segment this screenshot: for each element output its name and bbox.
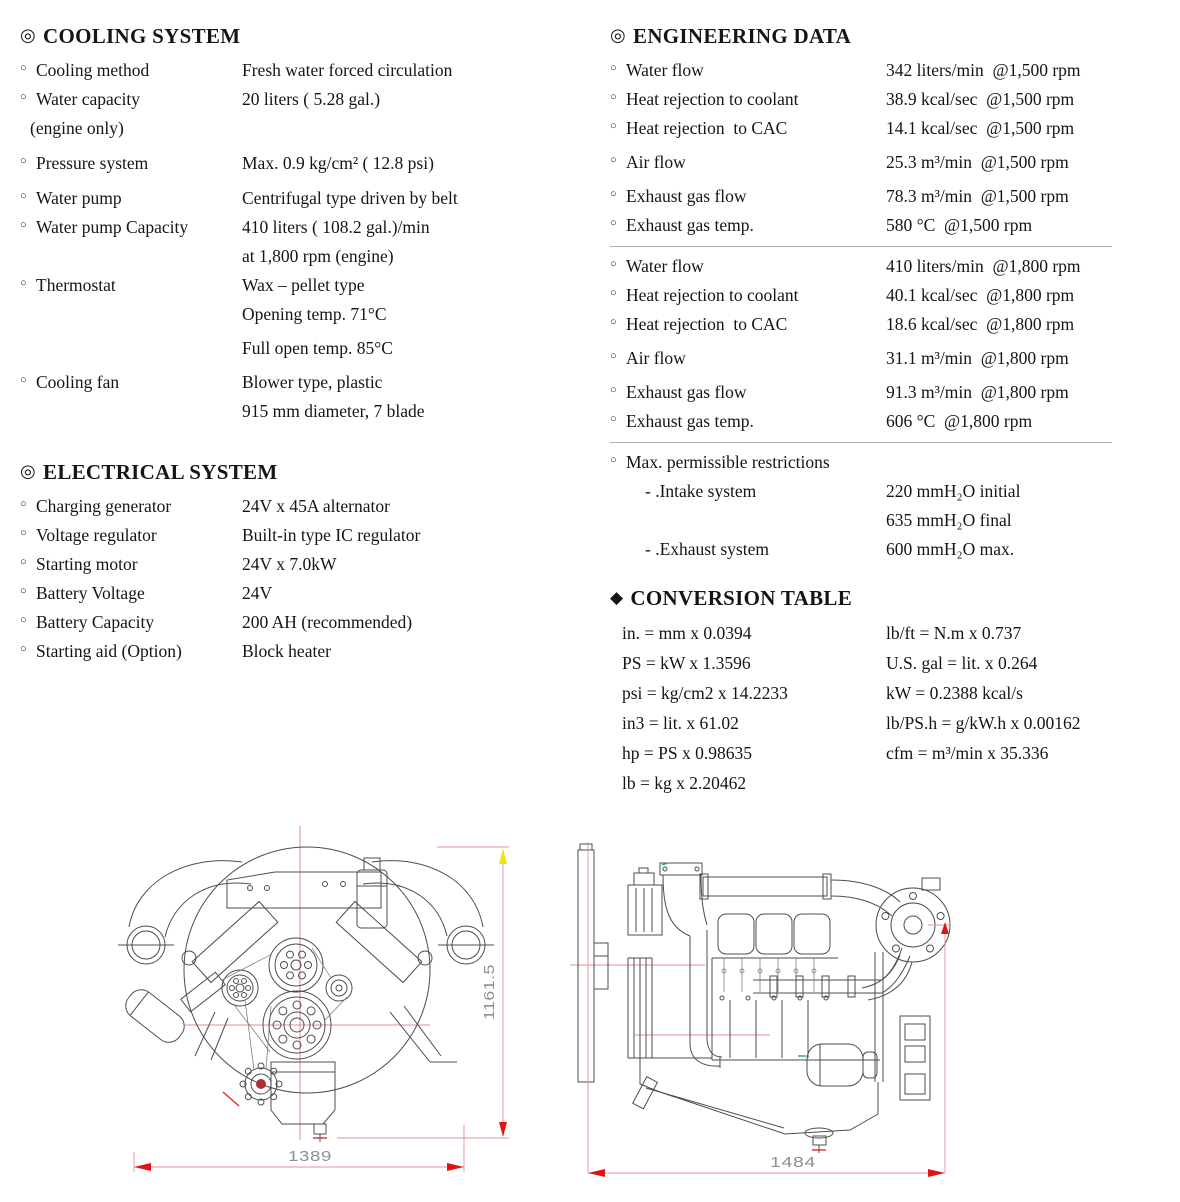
spec-value: 18.6 kcal/sec @1,800 rpm bbox=[886, 314, 1075, 334]
spec-value-continuation: 915 mm diameter, 7 blade bbox=[242, 401, 425, 421]
height-dimension bbox=[337, 847, 509, 1138]
conversion-table-title bbox=[610, 586, 1170, 611]
spec-row-cooling-method bbox=[20, 56, 580, 85]
spec-value: 600 mmH₂O max. bbox=[886, 539, 1015, 559]
diamond-bullet-icon: ◆ bbox=[610, 587, 624, 607]
gear-case bbox=[628, 958, 652, 1058]
conversion-cell: lb = kg x 2.20462 bbox=[622, 773, 747, 793]
spec-label: Cooling method bbox=[36, 60, 150, 80]
circle-bullet-icon: ○ bbox=[610, 350, 617, 362]
spec-label: Pressure system bbox=[36, 153, 149, 173]
circle-bullet-icon: ○ bbox=[20, 527, 27, 539]
width-dim-label: 1484 bbox=[770, 1154, 816, 1171]
conversion-row bbox=[610, 708, 1170, 738]
circle-bullet-icon: ○ bbox=[610, 454, 617, 466]
circle-bullet-icon: ○ bbox=[610, 120, 617, 132]
spec-value-continuation: 635 mmH₂O final bbox=[886, 510, 1012, 530]
right-column bbox=[610, 24, 1170, 798]
conversion-cell: hp = PS x 0.98635 bbox=[622, 743, 752, 763]
oil-sump bbox=[271, 1062, 335, 1142]
spec-label: Air flow bbox=[626, 348, 686, 368]
drive-belts bbox=[222, 948, 347, 1070]
eng-row-exhaust-temp-1800 bbox=[610, 407, 1170, 436]
spec-label: Water pump Capacity bbox=[36, 217, 189, 237]
eng-row-intake-final bbox=[610, 506, 1170, 535]
red-arrowhead bbox=[928, 1169, 945, 1177]
conversion-row bbox=[610, 768, 1170, 798]
conversion-row bbox=[610, 678, 1170, 708]
eng-row-water-flow-1500 bbox=[610, 56, 1170, 85]
circle-bullet-icon: ○ bbox=[610, 287, 617, 299]
circle-bullet-icon: ○ bbox=[610, 91, 617, 103]
alternator-pulley bbox=[222, 970, 258, 1006]
water-pump-pulley bbox=[269, 938, 323, 992]
spec-value: 580 °C @1,500 rpm bbox=[886, 215, 1033, 235]
height-dim-label: 1161.5 bbox=[481, 972, 498, 1020]
circle-bullet-icon: ○ bbox=[20, 614, 27, 626]
electrical-system-title-text: ELECTRICAL SYSTEM bbox=[43, 460, 278, 484]
cooling-system-title bbox=[20, 24, 580, 49]
spec-row-starting-motor bbox=[20, 550, 580, 579]
spec-row-water-capacity bbox=[20, 85, 580, 114]
spec-value: 220 mmH₂O initial bbox=[886, 481, 1021, 501]
cylinder-head-covers bbox=[712, 914, 838, 958]
spec-label: Exhaust gas temp. bbox=[626, 215, 754, 235]
spec-label: Heat rejection to coolant bbox=[626, 89, 799, 109]
spec-value: 24V x 45A alternator bbox=[242, 496, 390, 516]
spec-value: 24V x 7.0kW bbox=[242, 554, 337, 574]
oil-filter-angled bbox=[121, 984, 190, 1047]
spec-value: 410 liters/min @1,800 rpm bbox=[886, 256, 1081, 276]
cooling-system-title-text: COOLING SYSTEM bbox=[43, 24, 241, 48]
red-arrowhead bbox=[588, 1169, 605, 1177]
circle-bullet-icon: ○ bbox=[610, 384, 617, 396]
idler-pulley bbox=[326, 975, 352, 1001]
spec-value: 40.1 kcal/sec @1,800 rpm bbox=[886, 285, 1075, 305]
spec-row-water-pump-capacity bbox=[20, 213, 580, 242]
conversion-cell: psi = kg/cm2 x 14.2233 bbox=[622, 683, 788, 703]
eng-row-heat-cac-1800 bbox=[610, 310, 1170, 339]
mounting-legs bbox=[195, 1006, 457, 1062]
centerlines bbox=[570, 965, 770, 1035]
eng-row-air-flow-1800 bbox=[610, 344, 1170, 373]
conversion-cell: in. = mm x 0.0394 bbox=[622, 623, 752, 643]
oil-cooler-box bbox=[628, 868, 662, 935]
red-arrowhead bbox=[134, 1163, 151, 1171]
spec-value: 606 °C @1,800 rpm bbox=[886, 411, 1033, 431]
spec-label: Water capacity bbox=[36, 89, 141, 109]
tensioner-sprocket bbox=[240, 1063, 282, 1105]
rpm-block-separator bbox=[610, 246, 1112, 247]
spec-row-continuation bbox=[20, 300, 580, 329]
spec-label: Water flow bbox=[626, 256, 704, 276]
eng-row-water-flow-1800 bbox=[610, 252, 1170, 281]
conversion-row bbox=[610, 648, 1170, 678]
circle-bullet-icon: ○ bbox=[20, 155, 27, 167]
mounting-bracket bbox=[900, 1016, 930, 1100]
circle-bullet-icon: ○ bbox=[610, 62, 617, 74]
conversion-table-title-text: CONVERSION TABLE bbox=[630, 586, 853, 610]
eng-row-intake-system bbox=[610, 477, 1170, 506]
spec-sublabel: - .Exhaust system bbox=[645, 539, 769, 559]
intake-pipe-left bbox=[118, 861, 251, 964]
circle-bullet-icon: ○ bbox=[20, 219, 27, 231]
circle-bullet-icon: ○ bbox=[610, 217, 617, 229]
injection-lines bbox=[722, 958, 816, 992]
eng-row-exhaust-system bbox=[610, 535, 1170, 564]
eng-row-heat-cac-1500 bbox=[610, 114, 1170, 143]
spec-label: Max. permissible restrictions bbox=[626, 452, 830, 472]
spec-value-continuation: Full open temp. 85°C bbox=[242, 338, 393, 358]
spec-row-voltage-regulator bbox=[20, 521, 580, 550]
spec-row-continuation bbox=[20, 397, 580, 426]
spec-value: 20 liters ( 5.28 gal.) bbox=[242, 89, 381, 109]
double-circle-bullet-icon: ◎ bbox=[20, 25, 37, 45]
red-arrowhead bbox=[941, 922, 949, 934]
eng-row-exhaust-temp-1500 bbox=[610, 211, 1170, 240]
circle-bullet-icon: ○ bbox=[20, 62, 27, 74]
spec-value: 342 liters/min @1,500 rpm bbox=[886, 60, 1081, 80]
spec-label: Heat rejection to CAC bbox=[626, 314, 788, 334]
eng-row-air-flow-1500 bbox=[610, 148, 1170, 177]
spec-row-engine-only bbox=[20, 114, 580, 143]
engineering-data-title-text: ENGINEERING DATA bbox=[633, 24, 852, 48]
conversion-row bbox=[610, 618, 1170, 648]
engine-side-view-drawing bbox=[570, 830, 965, 1190]
spec-value: Block heater bbox=[242, 641, 331, 661]
spec-value-continuation: Opening temp. 71°C bbox=[242, 304, 387, 324]
conversion-cell: U.S. gal = lit. x 0.264 bbox=[886, 653, 1038, 673]
spec-row-water-pump bbox=[20, 184, 580, 213]
spec-value-continuation: at 1,800 rpm (engine) bbox=[242, 246, 394, 266]
spec-label: Voltage regulator bbox=[36, 525, 157, 545]
spec-value: Max. 0.9 kg/cm² ( 12.8 psi) bbox=[242, 153, 434, 173]
spec-row-battery-capacity bbox=[20, 608, 580, 637]
spec-value: Blower type, plastic bbox=[242, 372, 383, 392]
spec-label: Water flow bbox=[626, 60, 704, 80]
circle-bullet-icon: ○ bbox=[610, 258, 617, 270]
spec-label: Starting motor bbox=[36, 554, 138, 574]
conversion-cell: cfm = m³/min x 35.336 bbox=[886, 743, 1049, 763]
spec-row-thermostat bbox=[20, 271, 580, 300]
left-bracket bbox=[181, 972, 226, 1012]
intake-manifold bbox=[227, 872, 381, 908]
eng-row-max-restrictions bbox=[610, 448, 1170, 477]
spec-value: 24V bbox=[242, 583, 273, 603]
spec-row-cooling-fan bbox=[20, 368, 580, 397]
spec-label: Charging generator bbox=[36, 496, 172, 516]
electrical-system-title bbox=[20, 460, 580, 485]
red-arrowhead bbox=[447, 1163, 464, 1171]
eng-row-heat-coolant-1500 bbox=[610, 85, 1170, 114]
circle-bullet-icon: ○ bbox=[20, 585, 27, 597]
belt-mark bbox=[223, 1092, 239, 1106]
eng-row-exhaust-flow-1500 bbox=[610, 182, 1170, 211]
spec-value: 78.3 m³/min @1,500 rpm bbox=[886, 186, 1069, 206]
conversion-cell: kW = 0.2388 kcal/s bbox=[886, 683, 1023, 703]
spec-row-continuation bbox=[20, 334, 580, 363]
oil-pan bbox=[640, 1058, 878, 1153]
spec-value: 14.1 kcal/sec @1,500 rpm bbox=[886, 118, 1075, 138]
conversion-row bbox=[610, 738, 1170, 768]
spec-value: Centrifugal type driven by belt bbox=[242, 188, 458, 208]
conversion-cell: in3 = lit. x 61.02 bbox=[622, 713, 739, 733]
conversion-cell: PS = kW x 1.3596 bbox=[622, 653, 751, 673]
spec-label: Cooling fan bbox=[36, 372, 120, 392]
eng-row-heat-coolant-1800 bbox=[610, 281, 1170, 310]
spec-label: Battery Voltage bbox=[36, 583, 145, 603]
spec-value: Fresh water forced circulation bbox=[242, 60, 453, 80]
left-column bbox=[20, 24, 580, 666]
engine-block bbox=[640, 952, 883, 1082]
width-dim-label: 1389 bbox=[288, 1148, 332, 1165]
engine-front-view-drawing bbox=[85, 820, 515, 1190]
spec-value: 91.3 m³/min @1,800 rpm bbox=[886, 382, 1069, 402]
spec-row-starting-aid bbox=[20, 637, 580, 666]
spec-label: Battery Capacity bbox=[36, 612, 155, 632]
double-circle-bullet-icon: ◎ bbox=[610, 25, 627, 45]
spec-label: Air flow bbox=[626, 152, 686, 172]
spec-value: 410 liters ( 108.2 gal.)/min bbox=[242, 217, 430, 237]
circle-bullet-icon: ○ bbox=[610, 316, 617, 328]
spec-sublabel: - .Intake system bbox=[645, 481, 757, 501]
spec-row-pressure-system bbox=[20, 149, 580, 178]
spec-row-continuation bbox=[20, 242, 580, 271]
circle-bullet-icon: ○ bbox=[20, 556, 27, 568]
engineering-data-title bbox=[610, 24, 1170, 49]
spec-value: 31.1 m³/min @1,800 rpm bbox=[886, 348, 1069, 368]
double-circle-bullet-icon: ◎ bbox=[20, 461, 37, 481]
spec-label: Heat rejection to CAC bbox=[626, 118, 788, 138]
circle-bullet-icon: ○ bbox=[20, 277, 27, 289]
front-stub bbox=[633, 1077, 658, 1109]
spec-value: 38.9 kcal/sec @1,500 rpm bbox=[886, 89, 1075, 109]
spec-label: Thermostat bbox=[36, 275, 116, 295]
circle-bullet-icon: ○ bbox=[610, 154, 617, 166]
spec-value: Wax – pellet type bbox=[242, 275, 365, 295]
starter-motor bbox=[807, 1044, 877, 1086]
rpm-block-separator bbox=[610, 442, 1112, 443]
circle-bullet-icon: ○ bbox=[610, 188, 617, 200]
circle-bullet-icon: ○ bbox=[20, 498, 27, 510]
spec-row-battery-voltage bbox=[20, 579, 580, 608]
conversion-cell: lb/ft = N.m x 0.737 bbox=[886, 623, 1022, 643]
spec-value: 25.3 m³/min @1,500 rpm bbox=[886, 152, 1069, 172]
cylinder-head-right bbox=[336, 901, 422, 982]
spec-label: Starting aid (Option) bbox=[36, 641, 182, 661]
spec-label: Exhaust gas temp. bbox=[626, 411, 754, 431]
circle-bullet-icon: ○ bbox=[20, 374, 27, 386]
width-dimension bbox=[134, 1125, 464, 1172]
spec-label: Exhaust gas flow bbox=[626, 382, 747, 402]
spec-value: 200 AH (recommended) bbox=[242, 612, 413, 632]
spec-label-continuation: (engine only) bbox=[30, 118, 124, 138]
circle-bullet-icon: ○ bbox=[20, 91, 27, 103]
fan-circle bbox=[184, 847, 430, 1093]
red-arrowhead bbox=[499, 1122, 507, 1137]
eng-row-exhaust-flow-1800 bbox=[610, 378, 1170, 407]
spec-row-charging-generator bbox=[20, 492, 580, 521]
spec-value: Built-in type IC regulator bbox=[242, 525, 421, 545]
intake-elbow bbox=[660, 863, 722, 1068]
yellow-arrowhead bbox=[499, 848, 507, 864]
spec-label: Water pump bbox=[36, 188, 122, 208]
circle-bullet-icon: ○ bbox=[20, 643, 27, 655]
circle-bullet-icon: ○ bbox=[610, 413, 617, 425]
conversion-cell: lb/PS.h = g/kW.h x 0.00162 bbox=[886, 713, 1081, 733]
cooling-fan-side bbox=[578, 844, 608, 1082]
spec-label: Exhaust gas flow bbox=[626, 186, 747, 206]
spec-label: Heat rejection to coolant bbox=[626, 285, 799, 305]
charge-air-pipe bbox=[700, 874, 900, 916]
circle-bullet-icon: ○ bbox=[20, 190, 27, 202]
